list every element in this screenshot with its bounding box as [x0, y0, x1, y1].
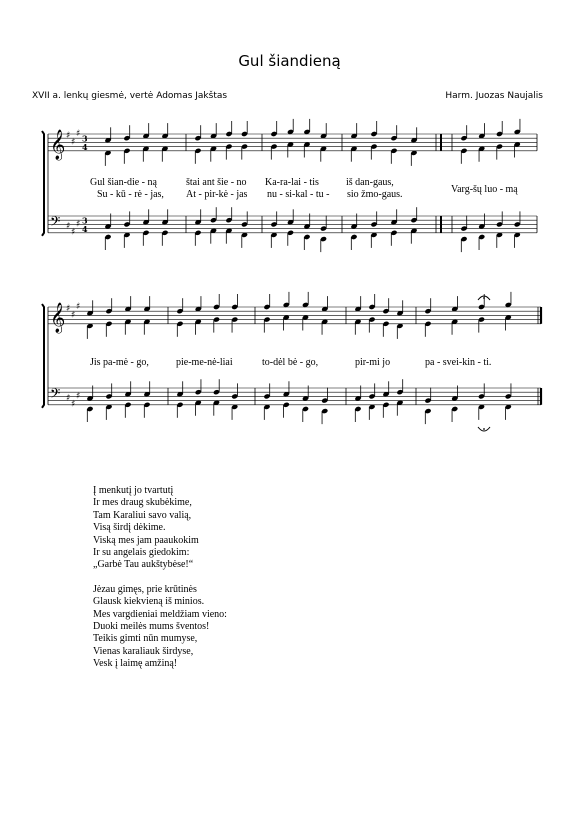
bass-clef-icon: 𝄢 — [50, 385, 61, 405]
clefs-keys — [50, 129, 88, 410]
lyric-s1-v1-m5: Varg-šų luo - mą — [451, 184, 518, 195]
lyric-s1-v1-m2: štai ant šie - no — [186, 177, 247, 188]
sharp-icon: ♯ — [76, 219, 81, 230]
poem-line: Visą širdį dėkime. — [93, 522, 166, 534]
sharp-icon: ♯ — [71, 310, 76, 321]
fermata-icon — [483, 297, 485, 299]
time-signature-icon: 3 — [82, 133, 88, 144]
poem-line: Vienas karaliauk širdyse, — [93, 645, 194, 657]
treble-clef-icon: 𝄞 — [50, 129, 66, 160]
lyric-s1-v1-m4: iš dan-gaus, — [346, 177, 394, 188]
lyric-s1-v1-m3: Ka-ra-lai - tis — [265, 177, 319, 188]
lyric-s2-m1: Jis pa-mė - go, — [90, 357, 149, 368]
sharp-icon: ♯ — [66, 393, 71, 404]
notes — [86, 119, 520, 431]
lyrics-system-1 — [90, 177, 518, 200]
bracket — [42, 131, 44, 236]
poem-line: Mes vargdieniai meldžiam vieno: — [93, 608, 227, 620]
sharp-icon: ♯ — [66, 304, 71, 314]
poem-line: Viską mes jam paaukokim — [93, 534, 199, 546]
lyric-s2-m5: pa - svei-kin - ti. — [425, 357, 492, 368]
lyrics-system-2 — [90, 357, 491, 368]
lyric-s2-m4: pir-mi jo — [355, 357, 391, 368]
sharp-icon: ♯ — [71, 399, 76, 410]
bracket — [42, 304, 44, 408]
lyric-s1-v1-m1: Gul šian-die - ną — [90, 177, 157, 188]
poem-line: Tam Karaliui savo valią, — [93, 509, 192, 521]
lyric-s1-v2-m4: sio žmo-gaus. — [347, 189, 403, 200]
poem-line: Vesk į laimę amžiną! — [93, 658, 178, 670]
time-signature-icon: 4 — [82, 223, 88, 234]
time-signature-icon: 4 — [82, 141, 88, 152]
poem-line: Ir mes draug skubėkime, — [93, 497, 192, 509]
lyric-s1-v2-m1: Su - kū - rė - jas, — [97, 189, 164, 200]
sharp-icon: ♯ — [66, 131, 71, 141]
subtitle-origin: XVII a. lenkų giesmė, vertė Adomas Jakštas — [32, 91, 228, 101]
lyric-s2-m2: pie-me-nė-liai — [176, 357, 233, 368]
lyric-s1-v2-m3: nu - si-kal - tu - — [267, 189, 330, 200]
poem-line: Jėzau gimęs, prie krūtinės — [93, 583, 197, 595]
fermata-icon — [483, 428, 485, 430]
sharp-icon: ♯ — [76, 301, 81, 312]
time-signature-icon: 3 — [82, 215, 88, 226]
subtitle-harmonization: Harm. Juozas Naujalis — [445, 91, 543, 101]
poem-line: Į menkutį jo tvartutį — [93, 485, 174, 496]
sharp-icon: ♯ — [71, 227, 76, 238]
poem-line: Glausk kiekvieną iš minios. — [93, 596, 205, 608]
lyric-s2-m3: to-dėl bė - go, — [262, 357, 319, 368]
poem-stanza-2 — [93, 584, 227, 671]
poem-stanza-1 — [93, 485, 227, 572]
sharp-icon: ♯ — [71, 137, 76, 148]
poem-line: Duoki meilės mums šventos! — [93, 621, 210, 633]
poem-line: Teikis gimti nūn mumyse, — [93, 633, 198, 645]
lyric-s1-v2-m2: At - pir-kė - jas — [186, 189, 248, 200]
poem-text — [93, 485, 227, 683]
poem-line: Ir su angelais giedokim: — [93, 547, 190, 559]
bass-clef-icon: 𝄢 — [50, 213, 61, 233]
sharp-icon: ♯ — [76, 391, 81, 402]
sharp-icon: ♯ — [76, 128, 81, 139]
poem-line: „Garbė Tau aukštybėse!“ — [93, 559, 194, 571]
song-title: Gul šiandieną — [238, 52, 341, 70]
treble-clef-icon: 𝄞 — [50, 302, 66, 333]
sharp-icon: ♯ — [66, 221, 71, 232]
